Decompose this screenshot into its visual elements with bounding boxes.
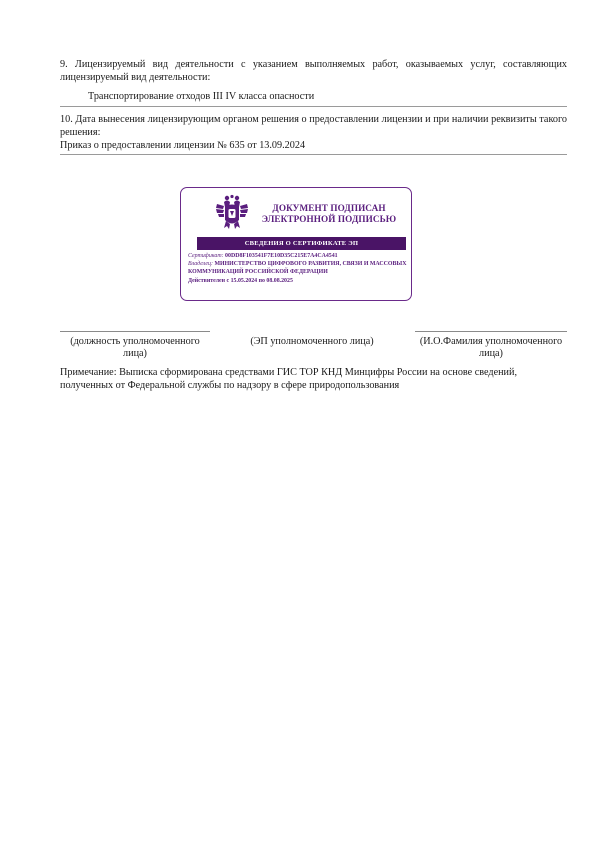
section-10-label: 10. Дата вынесения лицензирующим органом решения о предоставлении лицензии и при наличии реквизиты такого решения: <box>60 114 567 138</box>
licensed-activity-work: Транспортирование отходов III IV класса опасности <box>88 91 315 102</box>
name-label: (И.О.Фамилия уполномоченного лица) <box>419 336 563 359</box>
footnote: Примечание: Выписка сформирована средствами ГИС ТОР КНД Минцифры России на основе сведений, полученных от Федеральной службы по надзору в сфере природопользования <box>60 367 518 391</box>
name-signature-line <box>415 331 567 332</box>
validity-period: Действителен с 15.05.2024 по 08.08.2025 <box>188 277 293 284</box>
stamp-title-line-1: ДОКУМЕНТ ПОДПИСАН <box>272 203 386 213</box>
electronic-signature-stamp <box>180 187 412 301</box>
owner-row <box>188 260 411 276</box>
certificate-info-header: СВЕДЕНИЯ О СЕРТИФИКАТЕ ЭП <box>197 237 406 250</box>
owner-key: Владелец: <box>188 261 213 268</box>
certificate-key: Сертификат: <box>188 253 224 259</box>
section-10 <box>60 113 567 152</box>
divider <box>60 106 567 107</box>
russian-coat-of-arms-icon <box>215 194 249 230</box>
certificate-details <box>188 252 411 285</box>
certificate-value: 00DD8F103541F7E10D35C215E7A4CA4541 <box>225 253 338 259</box>
stamp-title-line-2: ЭЛЕКТРОННОЙ ПОДПИСЬЮ <box>261 214 397 224</box>
position-signature-line <box>60 331 210 332</box>
certificate-row <box>188 252 411 260</box>
section-9-label: 9. Лицензируемый вид деятельности с указанием выполняемых работ, оказываемых услуг, составляющих лицензируемый вид деятельности: <box>60 59 567 83</box>
divider <box>60 154 567 155</box>
license-decision: Приказ о предоставлении лицензии № 635 от 13.09.2024 <box>60 140 306 151</box>
position-label: (должность уполномоченного лица) <box>70 336 200 359</box>
owner-value: МИНИСТЕРСТВО ЦИФРОВОГО РАЗВИТИЯ, СВЯЗИ И МАССОВЫХ КОММУНИКАЦИЙ РОССИЙСКОЙ ФЕДЕРАЦИИ <box>188 261 407 276</box>
ep-label: (ЭП уполномоченного лица) <box>250 336 374 347</box>
stamp-title <box>253 203 405 225</box>
